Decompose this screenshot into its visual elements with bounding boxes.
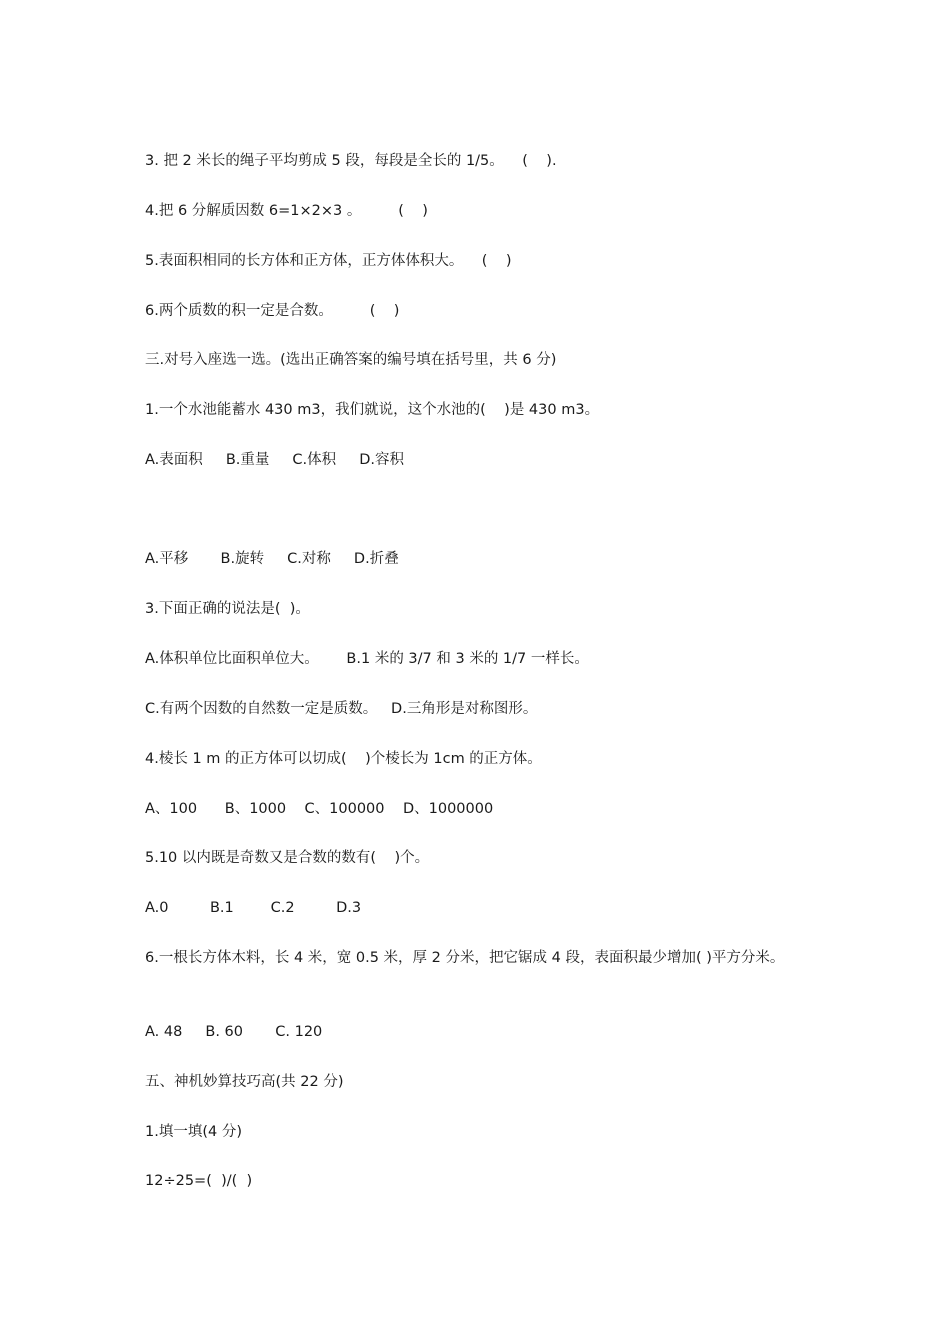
choice-options-4: A、100 B、1000 C、100000 D、1000000 bbox=[145, 801, 494, 817]
choice-options-3b: C.有两个因数的自然数一定是质数。 D.三角形是对称图形。 bbox=[145, 701, 538, 717]
choice-question-6: 6.一根长方体木料，长 4 米，宽 0.5 米，厚 2 分米，把它锯成 4 段，表面积最少增加( )平方分米。 bbox=[145, 950, 785, 966]
choice-question-3: 3.下面正确的说法是( )。 bbox=[145, 601, 310, 617]
judge-item-5: 5.表面积相同的长方体和正方体，正方体体积大。 ( ) bbox=[145, 253, 512, 269]
choice-question-5: 5.10 以内既是奇数又是合数的数有( )个。 bbox=[145, 850, 430, 866]
choice-options-2: A.平移 B.旋转 C.对称 D.折叠 bbox=[145, 551, 399, 567]
choice-options-6: A. 48 B. 60 C. 120 bbox=[145, 1024, 323, 1040]
choice-options-5: A.0 B.1 C.2 D.3 bbox=[145, 900, 362, 916]
section-3-heading: 三.对号入座选一选。(选出正确答案的编号填在括号里，共 6 分) bbox=[145, 352, 557, 368]
choice-options-1: A.表面积 B.重量 C.体积 D.容积 bbox=[145, 452, 404, 468]
judge-item-4: 4.把 6 分解质因数 6=1×2×3 。 ( ) bbox=[145, 203, 428, 219]
choice-question-4: 4.棱长 1 m 的正方体可以切成( )个棱长为 1cm 的正方体。 bbox=[145, 751, 542, 767]
fill-item-1: 12÷25=( )/( ) bbox=[145, 1173, 253, 1189]
section-5-heading: 五、神机妙算技巧高(共 22 分) bbox=[145, 1074, 344, 1090]
choice-options-3a: A.体积单位比面积单位大。 B.1 米的 3/7 和 3 米的 1/7 一样长。 bbox=[145, 651, 589, 667]
choice-question-1: 1.一个水池能蓄水 430 m3，我们就说，这个水池的( )是 430 m3。 bbox=[145, 402, 600, 418]
subsection-fill-heading: 1.填一填(4 分) bbox=[145, 1124, 242, 1140]
judge-item-6: 6.两个质数的积一定是合数。 ( ) bbox=[145, 303, 400, 319]
judge-item-3: 3. 把 2 米长的绳子平均剪成 5 段，每段是全长的 1/5。 ( ). bbox=[145, 153, 557, 169]
